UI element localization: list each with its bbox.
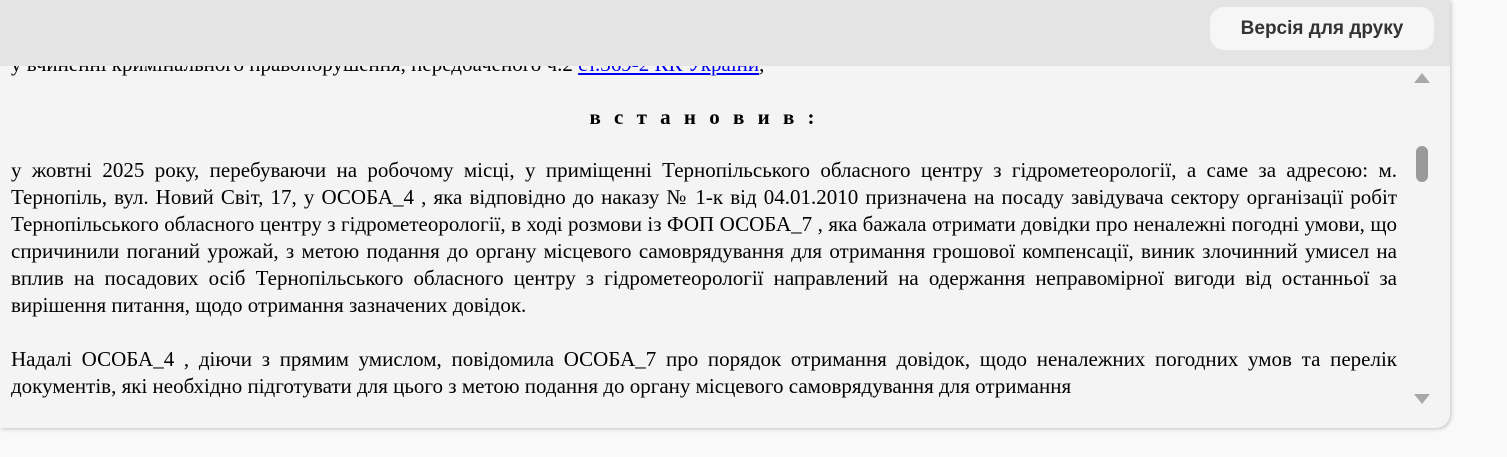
paragraph-2: Надалі ОСОБА_4 , діючи з прямим умислом, повідомила ОСОБА_7 про порядок отримання довідок, щодо неналежних погодних умов та перелік документів, які необхідно підготувати для цього з метою подання до органу місцевого самоврядування для отримання: [11, 347, 1397, 398]
scroll-down-arrow-icon[interactable]: [1414, 394, 1430, 404]
print-version-button[interactable]: Версія для друку: [1210, 7, 1434, 50]
document-scrollbar[interactable]: [1410, 66, 1436, 414]
scroll-up-arrow-icon[interactable]: [1414, 73, 1430, 83]
top-toolbar: [0, 0, 1450, 66]
document-text: [11, 51, 1397, 400]
scrollbar-thumb[interactable]: [1416, 146, 1428, 182]
section-heading: в с т а н о в и в :: [589, 105, 819, 129]
paragraph-1: у жовтні 2025 року, перебуваючи на робочому місці, у приміщенні Тернопільського обласного центру з гідрометеорології, а саме за адресою: м. Тернопіль, вул. Новий Світ, 17, у ОСОБА_4 , яка відповідно до наказу № 1-к від 04.01.2010 призначена на посаду завідувача сектору організації робіт Тернопільського обласного центру з гідрометеорології, в ході розмови із ФОП ОСОБА_7 , яка бажала отримати довідки про неналежні погодні умови, що спричинили поганий урожай, з метою подання до органу місцевого самоврядування для отримання грошової компенсації, виник злочинний умисел на вплив на посадових осіб Тернопільського обласного центру з гідрометеорології направлений на одержання неправомірної вигоди від останньої за вирішення питання, щодо отримання зазначених довідок.: [11, 158, 1397, 317]
